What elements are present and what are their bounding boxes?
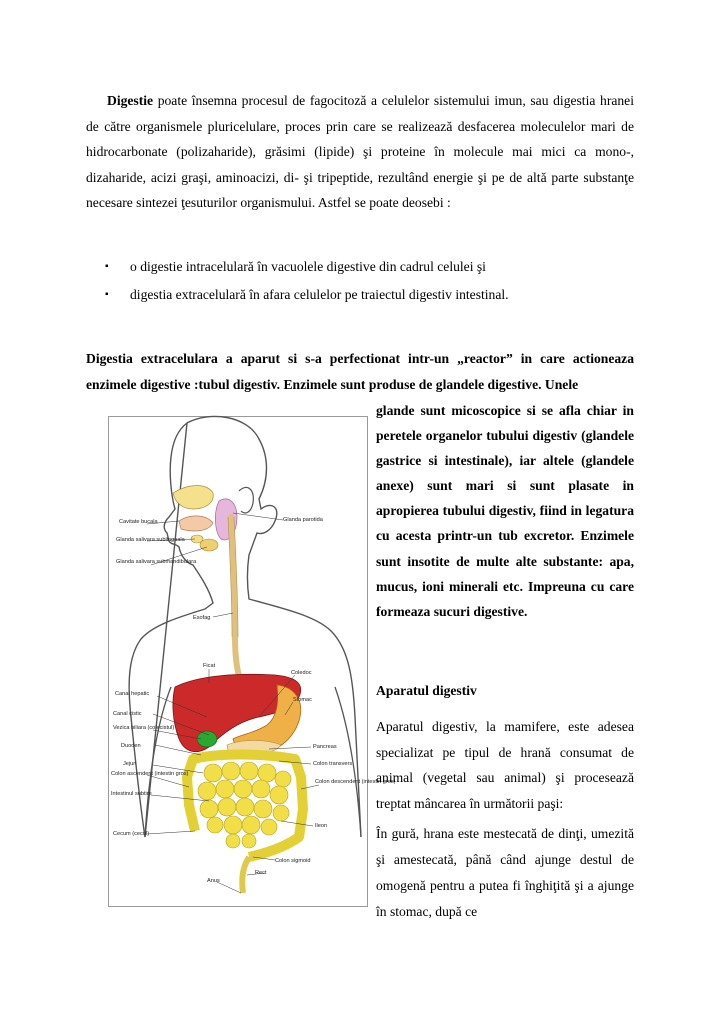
esophagus bbox=[231, 517, 243, 687]
intro-paragraph bbox=[86, 88, 634, 216]
digestive-system-paragraph: Aparatul digestiv, la mamifere, este adesea specializat pe tipul de hrană consumat de animal (vegetal sau animal) şi procesează treptat mâncarea în următorii paşi: bbox=[376, 719, 634, 811]
label-vezica-biliara: Vezica biliara (colecistul) bbox=[113, 725, 175, 731]
label-colon-transvers: Colon transvers bbox=[313, 761, 353, 767]
intro-term: Digestie bbox=[107, 93, 154, 108]
digestive-system-diagram bbox=[108, 416, 396, 907]
label-ileon: Ileon bbox=[315, 823, 328, 829]
tongue bbox=[179, 516, 213, 531]
label-canal-hepatic: Canal hepatic bbox=[115, 691, 150, 697]
list-item bbox=[86, 256, 634, 284]
list-item bbox=[86, 284, 634, 312]
label-ficat: Ficat bbox=[203, 663, 216, 669]
label-anus: Anus bbox=[207, 878, 220, 884]
label-duoden: Duoden bbox=[121, 743, 141, 749]
label-stomac: Stomac bbox=[293, 697, 312, 703]
label-jejun: Jejun bbox=[123, 761, 137, 767]
extracellular-paragraph: Digestia extracelulara a aparut si s-a perfectionat intr-un „reactor” in care actioneaza enzimele digestive :tubul digestiv. Enzimele sunt produse de glandele digestive. Unele bbox=[86, 351, 634, 392]
label-glanda-parotida: Glanda parotida bbox=[283, 517, 323, 523]
label-colon-descendent: Colon descendent (intestin gros) bbox=[315, 779, 396, 785]
digestion-types-list bbox=[86, 256, 634, 312]
label-colon-ascendent: Colon ascendent (intestin gros) bbox=[111, 771, 189, 777]
mouth-paragraph: În gură, hrana este mestecată de dinţi, umezită şi amestecată, până când ajunge destul de omogenă pentru a putea fi înghiţită şi a ajunge în stomac, după ce bbox=[376, 826, 634, 919]
label-colon-sigmoid: Colon sigmoid bbox=[275, 858, 311, 864]
label-esofag: Esofag bbox=[193, 615, 211, 621]
ear bbox=[239, 487, 253, 513]
diagram-svg bbox=[109, 417, 396, 906]
label-cecum: Cecum (cecul) bbox=[113, 831, 150, 837]
label-rect: Rect bbox=[255, 870, 267, 876]
label-glanda-submandibulara: Glanda salivara submandibulara bbox=[116, 559, 197, 565]
list-item-text: o digestie intracelulară în vacuolele digestive din cadrul celulei şi bbox=[130, 259, 486, 274]
label-coledoc: Coledoc bbox=[291, 670, 312, 676]
section-heading: Aparatul digestiv bbox=[376, 683, 477, 698]
label-cavitate-bucala: Cavitate bucala bbox=[119, 519, 158, 525]
label-intestin-subtire: Intestinul subtire bbox=[111, 791, 152, 797]
label-canal-cistic: Canal cistic bbox=[113, 711, 142, 717]
bullet-marker: ▪ bbox=[105, 289, 109, 300]
small-intestine bbox=[198, 762, 291, 848]
label-pancreas: Pancreas bbox=[313, 744, 337, 750]
list-item-text: digestia extracelulară în afara celulelor pe traiectul digestiv intestinal. bbox=[130, 287, 509, 302]
glands-paragraph: glande sunt micoscopice si se afla chiar in peretele organelor tubului digestiv (glandele gastrice si intestinale), iar altele (glandele anexe) sunt mari si sunt plasate in apropierea tubului digestiv, fiind in legatura cu acesta printr-un tub excretor. Enzimele sunt insotite de multe alte substante: apa, mucus, ioni minerali etc. Impreuna cu care formeaza sucuri digestive. bbox=[376, 403, 634, 619]
intro-text: poate însemna procesul de fagocitoză a celulelor sistemului imun, sau digestia hranei de către organismele pluricelulare, proces prin care se realizează desfacerea moleculelor mari de hidrocarbonate (polizaharide), grăsimi (lipide) şi proteine în molecule mai mici ca mono-, dizaharide, acizi graşi, aminoacizi, di- şi tripeptide, rezultând energie şi pe de altă parte substanţe necesare sintezei ţesuturilor organismului. Astfel se poate deosebi : bbox=[86, 93, 634, 210]
bullet-marker: ▪ bbox=[105, 261, 109, 272]
label-glanda-sublinguala: Glanda salivara sublinguala bbox=[116, 537, 185, 543]
